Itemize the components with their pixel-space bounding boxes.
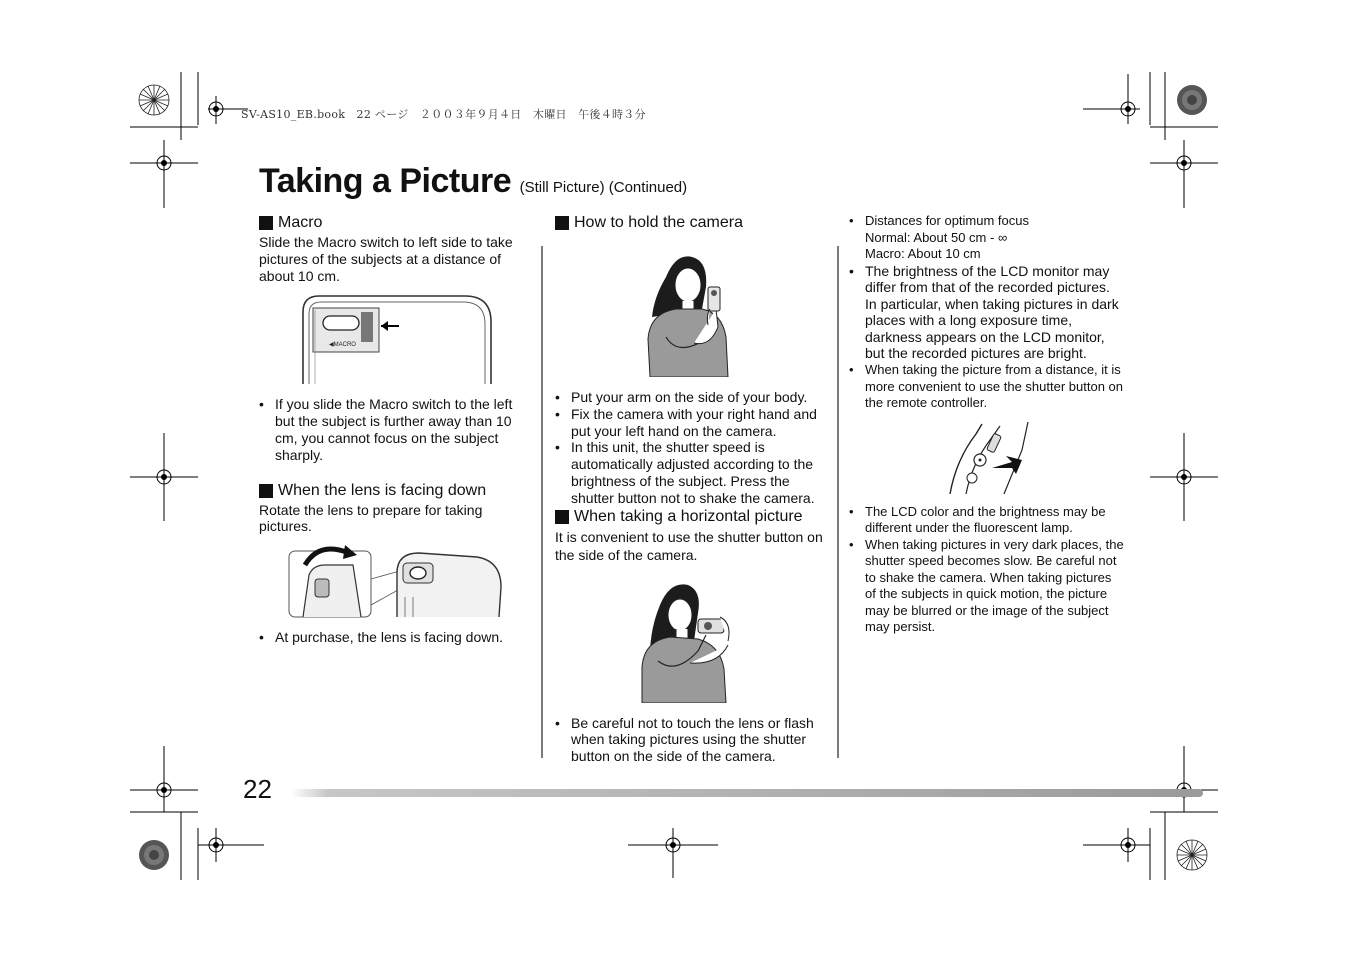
column-left [259,213,531,646]
section-heading-macro [259,213,531,233]
macro-switch-illustration [295,288,495,384]
section-marker-icon [555,510,569,524]
section-heading-horizontal-picture [555,507,827,527]
remote-controller-illustration [942,420,1032,494]
list-item: • In this unit, the shutter speed is automatically adjusted according to the brightness of the subject. Press the shutter button not to shake the camera. [555,439,827,506]
list-item: • If you slide the Macro switch to the left but the subject is further away than 10 cm, you cannot focus on the subject sharply. [259,396,531,463]
heading-text: How to hold the camera [574,214,743,231]
heading-text: When taking a horizontal picture [574,507,803,525]
macro-notes [259,396,531,463]
list-item: • At purchase, the lens is facing down. [259,629,531,646]
title-main: Taking a Picture [259,162,512,200]
title-subtitle: (Still Picture) (Continued) [519,179,688,196]
page-title [259,162,687,201]
focus-macro: Macro: About 10 cm [865,246,981,261]
lens-down-description: Rotate the lens to prepare for taking pictures. [259,501,483,535]
footer-bar [291,789,1203,797]
list-item: • The LCD color and the brightness may be different under the fluorescent lamp. [849,504,1124,537]
person-holding-camera-horizontal-illustration [636,579,746,703]
lens-rotation-illustration [285,539,505,621]
page-number: 22 [243,774,272,804]
section-marker-icon [555,216,569,230]
list-item: • Fix the camera with your right hand and put your left hand on the camera. [555,406,827,440]
hold-camera-notes [555,389,827,507]
lens-down-notes [259,629,531,646]
notes-list-top [849,213,1124,412]
list-item: • Be careful not to touch the lens or flash when taking pictures using the shutter button on the side of the camera. [555,715,827,765]
heading-text: Macro [278,214,323,231]
column-right [849,213,1124,636]
list-item: • When taking the picture from a distance, it is more convenient to use the shutter button on the remote controller. [849,362,1124,412]
section-heading-hold-camera [555,213,827,233]
horizontal-picture-notes [555,715,827,765]
notes-list-bottom [849,504,1124,636]
list-item: • Put your arm on the side of your body. [555,389,827,406]
section-marker-icon [259,216,273,230]
column-middle [555,213,827,765]
horizontal-picture-description: It is convenient to use the shutter button on the side of the camera. [555,528,823,563]
section-heading-lens-down [259,481,531,501]
section-marker-icon [259,484,273,498]
heading-text: When the lens is facing down [278,481,487,499]
list-item: • When taking pictures in very dark places, the shutter speed becomes slow. Be careful not to shake the camera. When taking pictures of the subjects in quick motion, the picture may be blurred or the image of the subject may persist. [849,537,1124,636]
macro-description: Slide the Macro switch to left side to take pictures of the subjects at a distance of about 10 cm. [259,234,513,284]
person-holding-camera-vertical-illustration [636,247,746,377]
list-item-focus-distances [849,213,1124,263]
focus-normal: Normal: About 50 cm - ∞ [865,229,1008,245]
focus-title: Distances for optimum focus [865,213,1030,228]
column-divider [837,246,839,758]
print-file-info: SV-AS10_EB.book 22 ページ ２００３年９月４日 木曜日 午後４時３分 [241,108,646,121]
macro-switch-label: ◀MACRO [329,342,356,349]
list-item: • The brightness of the LCD monitor may differ from that of the recorded pictures. In particular, when taking pictures in dark places with a long exposure time, darkness appears on the LCD monitor, but the recorded pictures are bright. [849,263,1124,363]
column-divider [541,246,543,758]
